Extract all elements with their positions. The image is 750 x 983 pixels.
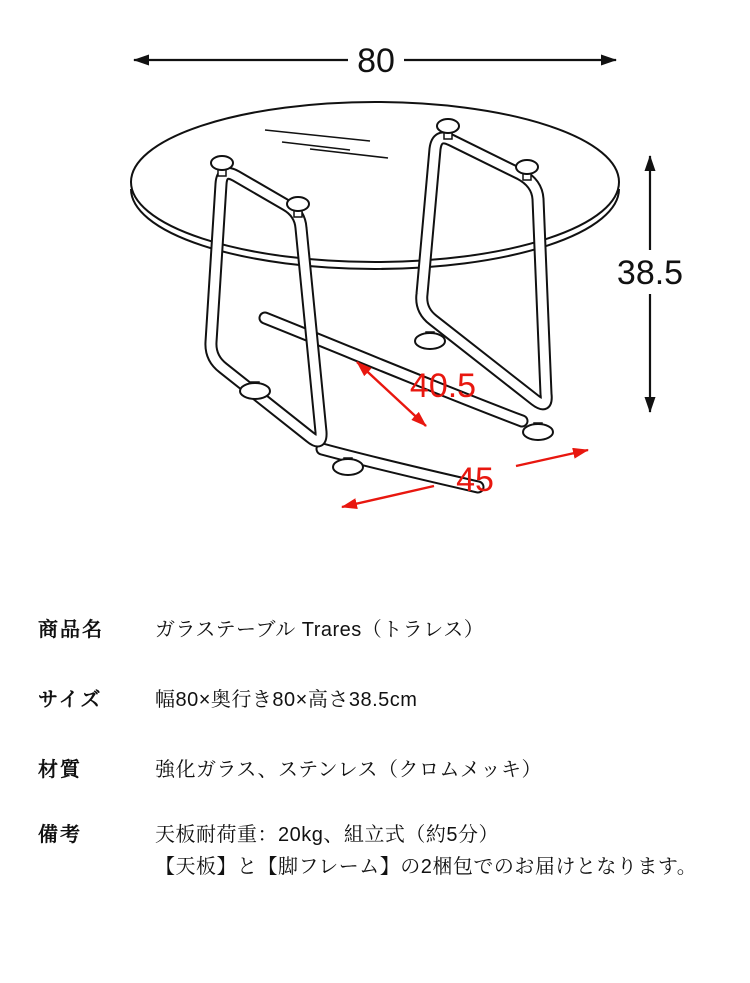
glass-reflection-lines xyxy=(265,130,388,158)
foot xyxy=(333,458,363,475)
spec-row-notes xyxy=(38,819,738,883)
foot xyxy=(240,382,270,399)
spec-note-line2: 【天板】と【脚フレーム】の2梱包でのお届けとなります。 xyxy=(155,856,698,878)
spec-value: 幅80×奥行き80×高さ38.5cm xyxy=(155,689,418,711)
suction-cups xyxy=(211,119,538,217)
spec-label: 材質 xyxy=(38,759,82,781)
width-dimension-label: 80 xyxy=(357,42,395,80)
height-dimension-label: 38.5 xyxy=(616,254,684,292)
spec-row-size xyxy=(38,684,738,716)
height-dimension xyxy=(617,156,683,412)
table-feet xyxy=(240,332,553,475)
depth-dimension-label: 45 xyxy=(456,461,494,499)
spec-value: 強化ガラス、ステンレス（クロムメッキ） xyxy=(155,759,542,781)
foot xyxy=(415,332,445,349)
spec-row-material xyxy=(38,754,738,786)
leg-frame-left xyxy=(211,173,321,441)
spec-label: サイズ xyxy=(38,689,103,711)
spec-label: 備考 xyxy=(38,824,82,846)
spec-label: 商品名 xyxy=(38,619,104,641)
spec-note-line1: 天板耐荷重：20kg、組立式（約5分） xyxy=(155,824,499,846)
diagonal-dimension xyxy=(357,362,476,426)
foot xyxy=(523,423,553,440)
width-dimension xyxy=(134,42,616,80)
diagonal-dimension-label: 40.5 xyxy=(409,367,477,405)
leg-frame-floor-run-rear xyxy=(265,318,522,421)
spec-value: ガラステーブル Trares（トラレス） xyxy=(155,619,485,641)
spec-row-product-name xyxy=(38,614,738,646)
spec-value xyxy=(155,819,697,883)
